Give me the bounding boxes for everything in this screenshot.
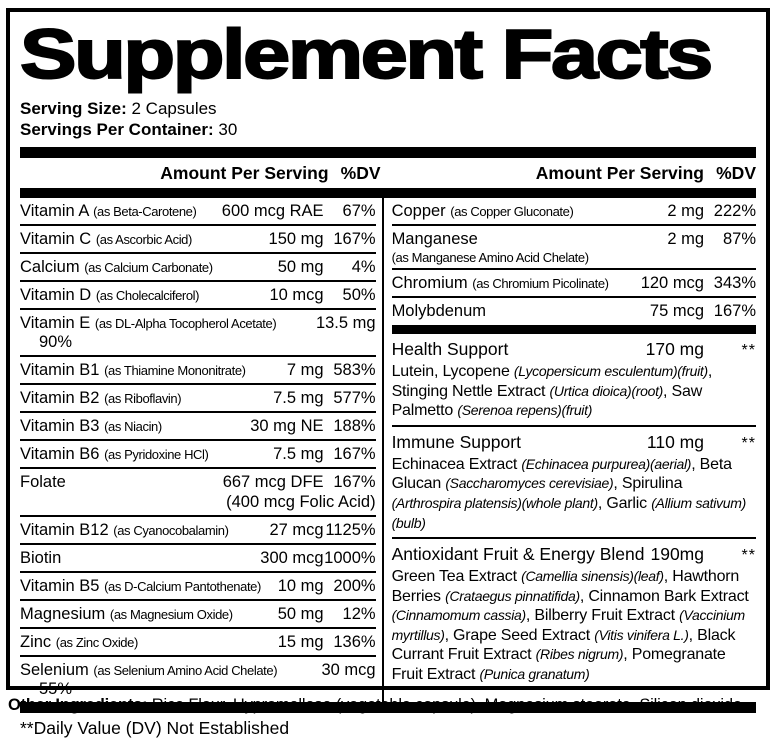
nutrient-dv: 167%: [333, 473, 376, 492]
nutrient-amount: 10 mg: [277, 577, 324, 596]
nutrient-dv: 200%: [333, 577, 376, 596]
nutrient-dv: 167%: [333, 445, 376, 464]
nutrient-amount: 10 mcg: [269, 286, 324, 305]
nutrient-row-folate: [20, 469, 376, 517]
nutrient-dv: 67%: [342, 202, 376, 221]
nutrient-amount: 2 mg: [667, 230, 704, 249]
nutrient-form: (as Copper Gluconate): [450, 204, 574, 220]
nutrient-name: Vitamin D: [20, 286, 92, 305]
nutrient-amount: 50 mg: [277, 605, 324, 624]
nutrient-dv: 1000%: [324, 549, 376, 568]
nutrient-name: Vitamin E: [20, 314, 91, 333]
dv-header: %DV: [340, 163, 381, 184]
nutrient-form: (as Selenium Amino Acid Chelate): [93, 663, 278, 679]
nutrient-amount: 30 mg NE: [250, 417, 324, 436]
nutrient-form: (as Cholecalciferol): [95, 288, 200, 304]
serving-size-row: [20, 98, 756, 119]
nutrient-row-vitamin-a: [20, 198, 376, 226]
nutrient-amount: 667 mcg DFE: [222, 473, 324, 492]
blend-title: Immune Support: [391, 431, 521, 452]
amount-per-serving-header: Amount Per Serving: [160, 163, 329, 184]
nutrient-amount: 7.5 mg: [273, 445, 324, 464]
nutrient-name: Vitamin B3: [20, 417, 100, 436]
nutrient-form: (as Calcium Carbonate): [84, 260, 213, 276]
nutrient-row-vitamin-b1: [20, 357, 376, 385]
nutrient-form: (as Thiamine Mononitrate): [104, 363, 246, 379]
nutrient-form: (as Manganese Amino Acid Chelate): [391, 250, 589, 266]
nutrient-name: Vitamin A: [20, 202, 89, 221]
nutrient-name: Selenium: [20, 661, 89, 680]
dv-header: %DV: [716, 163, 756, 184]
nutrient-dv: 188%: [333, 417, 376, 436]
nutrient-row-vitamin-b5: [20, 573, 376, 601]
nutrient-dv: 343%: [713, 274, 756, 293]
nutrient-name: Vitamin B2: [20, 389, 100, 408]
nutrient-form: (as Pyridoxine HCl): [104, 447, 209, 463]
nutrient-amount: 150 mg: [268, 230, 324, 249]
nutrient-amount: 27 mcg: [269, 521, 324, 540]
nutrient-row-vitamin-d: [20, 282, 376, 310]
nutrient-dv: 167%: [713, 302, 756, 321]
nutrient-name: Copper: [391, 202, 446, 221]
blend-title: Antioxidant Fruit & Energy Blend: [391, 544, 645, 565]
daily-value-footnote: **Daily Value (DV) Not Established: [20, 718, 290, 739]
blend-amount: 170 mg: [645, 339, 704, 360]
blend-amount: 190mg: [650, 544, 704, 565]
right-column-header: [387, 163, 756, 184]
nutrient-name: Chromium: [391, 274, 468, 293]
left-column: [20, 198, 382, 702]
nutrient-name: Vitamin B12: [20, 521, 109, 540]
thick-divider-bar-top: [20, 147, 756, 158]
blend-ingredients: Lutein, Lycopene (Lycopersicum esculentum)(fruit), Stinging Nettle Extract (Urtica dioica)(root), Saw Palmetto (Serenoa repens)(fruit): [391, 363, 713, 420]
servings-per-container-row: [20, 119, 756, 140]
nutrient-form: (as D-Calcium Pantothenate): [104, 579, 261, 595]
serving-size-label: Serving Size:: [20, 98, 127, 118]
nutrient-name: Manganese: [391, 230, 478, 249]
nutrient-dv: 577%: [333, 389, 376, 408]
nutrient-row-calcium: [20, 254, 376, 282]
blend-section-antioxidant: [392, 537, 756, 688]
nutrient-dv: 583%: [333, 361, 376, 380]
nutrient-row-vitamin-b2: [20, 385, 376, 413]
servings-per-container-label: Servings Per Container:: [20, 120, 214, 139]
blend-amount: 110 mg: [646, 431, 704, 452]
blend-title: Health Support: [391, 339, 509, 360]
nutrient-form: (as Niacin): [104, 419, 162, 435]
nutrient-amount: 120 mcg: [640, 274, 704, 293]
nutrient-row-vitamin-c: [20, 226, 376, 254]
nutrient-row-zinc: [20, 629, 376, 657]
blend-dv: **: [741, 547, 756, 565]
nutrient-row-vitamin-b6: [20, 441, 376, 469]
left-column-header: [20, 163, 387, 184]
servings-per-container-value: 30: [218, 120, 238, 139]
nutrient-amount: 2 mg: [667, 202, 704, 221]
nutrient-row-biotin: [20, 545, 376, 573]
blend-section-health-support: [392, 334, 756, 425]
nutrient-dv: 222%: [713, 202, 756, 221]
nutrient-dv: 4%: [351, 258, 376, 277]
section-divider-bar: [392, 325, 756, 334]
nutrient-dv: 167%: [333, 230, 376, 249]
nutrient-form: (as Cyanocobalamin): [113, 523, 229, 539]
nutrient-name: Magnesium: [20, 605, 106, 624]
nutrient-name: Molybdenum: [391, 302, 487, 321]
right-column: [382, 198, 756, 702]
nutrient-dv: 50%: [342, 286, 376, 305]
facts-title-text: Supplement Facts: [20, 15, 711, 93]
nutrient-amount: 600 mcg RAE: [221, 202, 324, 221]
amount-per-serving-header: Amount Per Serving: [535, 163, 704, 184]
other-ingredients-text: Rice Flour, Hypromellose (vegetable capsule), Magnesium stearate, Silicon dioxide.: [147, 696, 747, 714]
nutrient-dv: 12%: [342, 605, 376, 624]
nutrient-amount: 7.5 mg: [273, 389, 324, 408]
nutrient-row-manganese: [392, 226, 756, 270]
facts-title: [20, 15, 756, 93]
facts-columns: [20, 198, 756, 702]
nutrient-name: Calcium: [20, 258, 80, 277]
nutrient-form: (as Magnesium Oxide): [109, 607, 233, 623]
blend-dv: **: [741, 342, 756, 360]
blend-ingredients: Echinacea Extract (Echinacea purpurea)(aerial), Beta Glucan (Saccharomyces cerevisiae), Spirulina (Arthrospira platensis)(whole plant), Garlic (Allium sativum)(bulb): [391, 455, 746, 531]
nutrient-name: Vitamin B5: [20, 577, 100, 596]
nutrient-amount: 30 mcg: [321, 661, 376, 680]
nutrient-amount: 13.5 mg: [315, 314, 376, 333]
blend-section-immune-support: [392, 425, 756, 537]
other-ingredients: [8, 696, 774, 715]
nutrient-name: Folate: [20, 473, 66, 492]
nutrient-dv: 90%: [38, 333, 72, 352]
nutrient-amount: 50 mg: [277, 258, 324, 277]
nutrient-form: (as Beta-Carotene): [93, 204, 197, 220]
nutrient-name: Vitamin B6: [20, 445, 100, 464]
nutrient-dv: 87%: [722, 230, 756, 249]
nutrient-name: Vitamin C: [20, 230, 92, 249]
nutrient-name: Zinc: [20, 633, 52, 652]
other-ingredients-label: Other Ingredients:: [8, 696, 148, 714]
nutrient-row-magnesium: [20, 601, 376, 629]
nutrient-dv: 1125%: [325, 521, 376, 540]
nutrient-dv: 136%: [333, 633, 376, 652]
nutrient-form: (as Zinc Oxide): [55, 635, 138, 651]
blend-ingredients: Green Tea Extract (Camellia sinensis)(leaf), Hawthorn Berries (Crataegus pinnatifida), Cinnamon Bark Extract (Cinnamomum cassia), Bilberry Fruit Extract (Vaccinium myrtillus), Grape Seed Extract (Vitis vinifera L.), Black Currant Fruit Extract (Ribes nigrum), Pomegranate Fruit Extract (Punica granatum): [391, 568, 749, 683]
nutrient-amount: 7 mg: [286, 361, 324, 380]
nutrient-name: Vitamin B1: [20, 361, 100, 380]
nutrient-form: (as Chromium Picolinate): [472, 276, 609, 292]
nutrient-amount: 15 mg: [277, 633, 324, 652]
nutrient-dv: 55%: [38, 680, 72, 699]
column-headers: [20, 158, 756, 188]
folate-secondary-amount: (400 mcg Folic Acid): [226, 493, 376, 512]
nutrient-row-chromium: [392, 270, 756, 298]
nutrient-row-vitamin-e: [20, 310, 376, 357]
serving-size-value: 2 Capsules: [131, 98, 217, 118]
nutrient-amount: 300 mcg: [260, 549, 324, 568]
nutrient-amount: 75 mcg: [649, 302, 704, 321]
nutrient-form: (as Ascorbic Acid): [95, 232, 192, 248]
nutrient-row-molybdenum: [392, 298, 756, 324]
nutrient-row-copper: [392, 198, 756, 226]
blend-dv: **: [741, 434, 756, 452]
nutrient-row-vitamin-b12: [20, 517, 376, 545]
nutrient-row-vitamin-b3: [20, 413, 376, 441]
nutrient-form: (as Riboflavin): [104, 391, 182, 407]
nutrient-name: Biotin: [20, 549, 62, 568]
nutrient-form: (as DL-Alpha Tocopherol Acetate): [94, 316, 277, 332]
thick-divider-bar-header: [20, 188, 756, 198]
